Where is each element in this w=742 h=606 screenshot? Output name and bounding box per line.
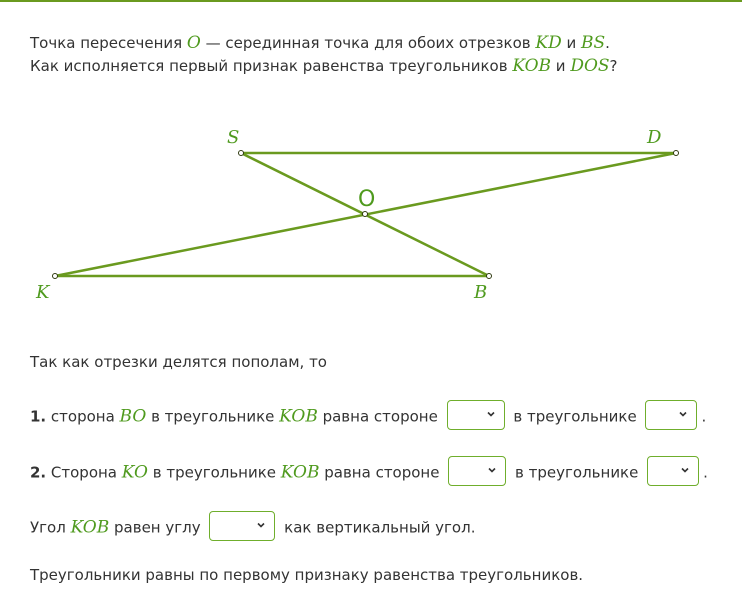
statement-text: Как исполняется первый признак равенства треугольников — [30, 57, 513, 75]
statement-1-text: сторона — [46, 407, 120, 426]
var-kob: KOB — [70, 517, 110, 538]
var-ko: KO — [121, 462, 148, 483]
statement-text: и — [561, 34, 582, 52]
angle-statement — [30, 513, 475, 543]
var-kob: KOB — [279, 406, 318, 427]
statement-2-text: равна стороне — [319, 463, 440, 482]
var-bo: BO — [119, 406, 147, 427]
var-bs: BS — [581, 33, 606, 53]
geometry-figure — [0, 100, 742, 310]
side-select-2[interactable] — [448, 456, 506, 486]
triangle-select-2[interactable] — [647, 456, 699, 486]
statement-1-text: равна стороне — [317, 407, 438, 426]
point-s — [239, 151, 244, 156]
statement-line-1 — [30, 32, 720, 55]
top-border — [0, 0, 742, 2]
statement-2-text: в треугольнике — [147, 463, 281, 482]
statement-2-text: Сторона — [46, 463, 122, 482]
chevron-down-icon — [256, 520, 266, 530]
statement-2 — [30, 458, 708, 488]
statement-1-text: в треугольнике — [146, 407, 280, 426]
statement-1 — [30, 402, 706, 432]
var-kd: KD — [535, 33, 562, 53]
point-o — [363, 212, 368, 217]
chevron-down-icon — [678, 409, 688, 419]
label-o: O — [358, 187, 376, 212]
statement-text: Точка пересечения — [30, 34, 187, 52]
conclusion-text: Треугольники равны по первому признаку равенства треугольников. — [30, 566, 584, 584]
statement-text: — серединная точка для обоих отрезков — [200, 34, 536, 52]
angle-select[interactable] — [209, 511, 275, 541]
var-o: O — [186, 33, 201, 53]
point-d — [674, 151, 679, 156]
statement-line-2 — [30, 55, 720, 78]
angle-text: Угол — [30, 518, 71, 537]
statement-text: и — [551, 57, 571, 75]
statement-1-number: 1. — [30, 407, 47, 426]
label-b: B — [474, 282, 488, 303]
var-kob: KOB — [512, 56, 552, 76]
statement-1-text: в треугольнике — [513, 407, 637, 426]
triangle-select-1[interactable] — [645, 400, 697, 430]
since-text: Так как отрезки делятся пополам, то — [30, 353, 327, 371]
label-k: K — [36, 282, 50, 303]
task-statement — [30, 32, 720, 78]
statement-2-text: . — [703, 463, 708, 482]
point-b — [487, 274, 492, 279]
statement-2-text: в треугольнике — [515, 463, 639, 482]
angle-text: равен углу — [109, 518, 201, 537]
label-s: S — [227, 127, 240, 148]
side-select-1[interactable] — [447, 400, 505, 430]
chevron-down-icon — [680, 465, 690, 475]
chevron-down-icon — [486, 409, 496, 419]
angle-text: как вертикальный угол. — [284, 518, 476, 537]
statement-2-number: 2. — [30, 463, 47, 482]
statement-text: ? — [609, 57, 618, 75]
point-k — [53, 274, 58, 279]
chevron-down-icon — [487, 465, 497, 475]
var-kob: KOB — [280, 462, 320, 483]
label-d: D — [647, 127, 662, 148]
statement-1-text: . — [701, 407, 707, 426]
statement-text: . — [605, 34, 610, 52]
var-dos: DOS — [570, 56, 610, 76]
